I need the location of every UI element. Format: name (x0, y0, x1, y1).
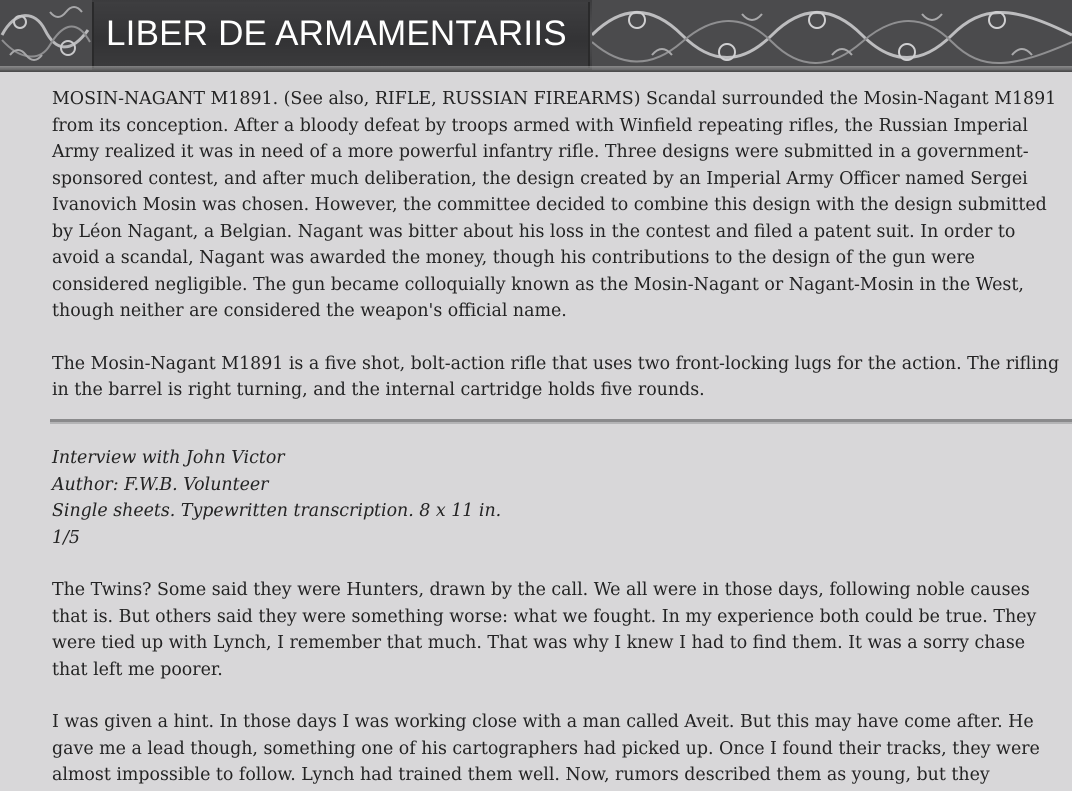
document-paragraph: The Twins? Some said they were Hunters, drawn by the call. We all were in those days, following noble causes that is. But others said they were something worse: what we fought. In my experience both could be true. They were tied up with Lynch, I remember that much. That was why I knew I had to find them. It was a sorry chase that left me poorer. (52, 580, 1037, 680)
document-page-count: 1/5 (52, 527, 80, 548)
document-section (52, 445, 1062, 789)
document-format: Single sheets. Typewritten transcription. 8 x 11 in. (52, 501, 502, 521)
header-banner (0, 0, 1072, 72)
section-divider (50, 417, 1072, 427)
filigree-ornament-left-icon (0, 0, 92, 70)
filigree-ornament-right-icon (592, 0, 1072, 70)
entry-body (52, 86, 1062, 404)
entry-paragraph: MOSIN-NAGANT M1891. (See also, RIFLE, RUSSIAN FIREARMS) Scandal surrounded the Mosin-Nagant M1891 from its conception. After a bloody defeat by troops armed with Winfield repeating rifles, the Russian Imperial Army realized it was in need of a more powerful infantry rifle. Three designs were submitted in a government-sponsored contest, and after much deliberation, the design created by an Imperial Army Officer named Sergei Ivanovich Mosin was chosen. However, the committee decided to combine this design with the design submitted by Léon Nagant, a Belgian. Nagant was bitter about his loss in the contest and filed a patent suit. In order to avoid a scandal, Nagant was awarded the money, though his contributions to the design of the gun were considered negligible. The gun became colloquially known as the Mosin-Nagant or Nagant-Mosin in the West, though neither are considered the weapon's official name. (52, 89, 1057, 321)
document-author: Author: F.W.B. Volunteer (52, 474, 269, 495)
document-title: Interview with John Victor (52, 448, 285, 468)
title-plate (92, 2, 590, 68)
page-title: LIBER DE ARMAMENTARIIS (106, 14, 567, 53)
document-paragraph: I was given a hint. In those days I was working close with a man called Aveit. But this may have come after. He gave me a lead though, something one of his cartographers had picked up. Once I found their tracks, they were almost impossible to follow. Lynch had trained them well. Now, rumors described them as young, but they (52, 712, 1040, 785)
entry-paragraph: The Mosin-Nagant M1891 is a five shot, bolt-action rifle that uses two front-locking lugs for the action. The rifling in the barrel is right turning, and the internal cartridge holds five rounds. (52, 353, 1060, 400)
